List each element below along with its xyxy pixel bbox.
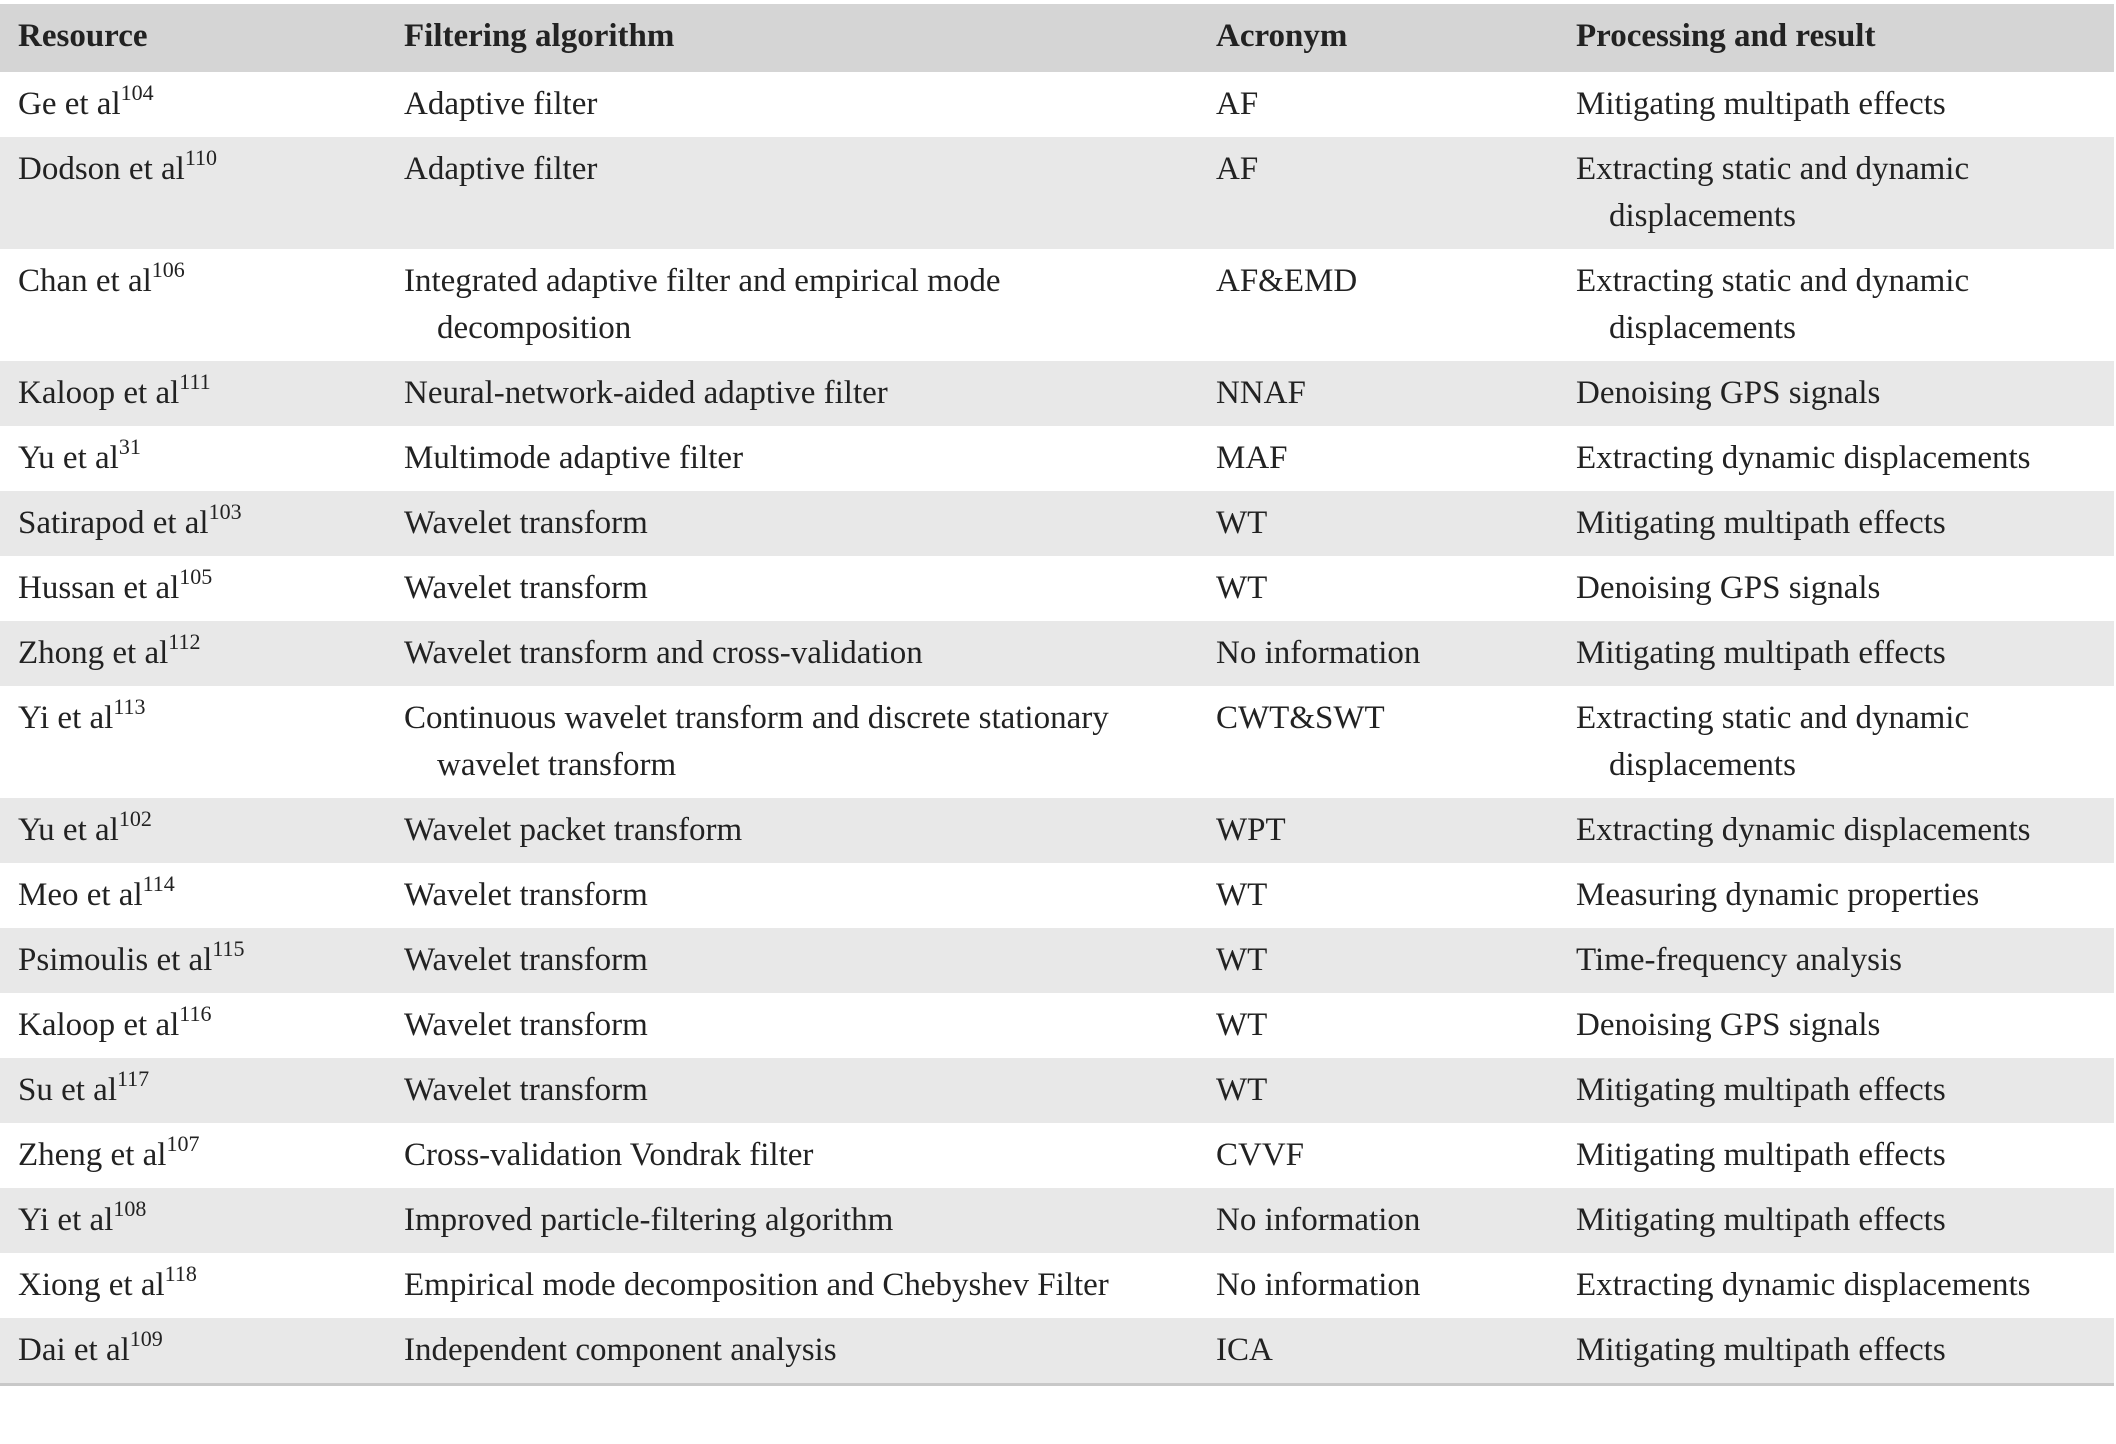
cell-algorithm bbox=[404, 1318, 1216, 1385]
cell-resource bbox=[0, 137, 404, 249]
cell-resource bbox=[0, 686, 404, 798]
cell-algorithm bbox=[404, 1123, 1216, 1188]
header-processing-result: Processing and result bbox=[1576, 4, 2114, 72]
algorithm-text: Cross-validation Vondrak filter bbox=[404, 1137, 814, 1173]
author: Meo et al bbox=[18, 877, 143, 913]
cell-acronym: WPT bbox=[1216, 798, 1576, 863]
cell-resource bbox=[0, 1318, 404, 1385]
reference-number: 31 bbox=[118, 434, 141, 459]
cell-acronym: CWT&SWT bbox=[1216, 686, 1576, 798]
result-text: Extracting dynamic displacements bbox=[1576, 440, 2031, 476]
cell-resource bbox=[0, 1058, 404, 1123]
cell-algorithm bbox=[404, 491, 1216, 556]
result-text: Denoising GPS signals bbox=[1576, 570, 1881, 606]
cell-result bbox=[1576, 798, 2114, 863]
cell-algorithm bbox=[404, 928, 1216, 993]
cell-algorithm bbox=[404, 426, 1216, 491]
author: Yu et al bbox=[18, 812, 119, 848]
author: Ge et al bbox=[18, 86, 121, 122]
reference-number: 111 bbox=[179, 369, 211, 394]
result-text: Denoising GPS signals bbox=[1576, 1007, 1881, 1043]
algorithm-text: Wavelet transform and cross-validation bbox=[404, 635, 923, 671]
cell-result bbox=[1576, 863, 2114, 928]
result-text: Extracting static and dynamic displacements bbox=[1576, 263, 1970, 346]
cell-algorithm bbox=[404, 686, 1216, 798]
cell-resource bbox=[0, 1188, 404, 1253]
algorithm-text: Adaptive filter bbox=[404, 86, 598, 122]
reference-number: 107 bbox=[166, 1131, 200, 1156]
author: Psimoulis et al bbox=[18, 942, 213, 978]
result-text: Extracting static and dynamic displacements bbox=[1576, 151, 1970, 234]
cell-resource bbox=[0, 621, 404, 686]
cell-resource bbox=[0, 1253, 404, 1318]
reference-number: 104 bbox=[120, 80, 154, 105]
result-text: Mitigating multipath effects bbox=[1576, 505, 1946, 541]
reference-number: 110 bbox=[184, 145, 217, 170]
reference-number: 112 bbox=[168, 629, 201, 654]
cell-resource bbox=[0, 72, 404, 137]
cell-algorithm bbox=[404, 863, 1216, 928]
cell-algorithm bbox=[404, 361, 1216, 426]
reference-number: 114 bbox=[142, 871, 175, 896]
cell-algorithm bbox=[404, 249, 1216, 361]
table-row bbox=[0, 863, 2114, 928]
author: Zhong et al bbox=[18, 635, 169, 671]
header-resource: Resource bbox=[0, 4, 404, 72]
cell-resource bbox=[0, 1123, 404, 1188]
cell-algorithm bbox=[404, 1188, 1216, 1253]
table-header-row bbox=[0, 4, 2114, 72]
cell-resource bbox=[0, 249, 404, 361]
result-text: Mitigating multipath effects bbox=[1576, 86, 1946, 122]
algorithm-text: Wavelet transform bbox=[404, 942, 648, 978]
cell-acronym: No information bbox=[1216, 1188, 1576, 1253]
table-row bbox=[0, 491, 2114, 556]
header-filtering-algorithm: Filtering algorithm bbox=[404, 4, 1216, 72]
cell-result bbox=[1576, 249, 2114, 361]
author: Dodson et al bbox=[18, 151, 185, 187]
cell-result bbox=[1576, 686, 2114, 798]
cell-result bbox=[1576, 72, 2114, 137]
cell-result bbox=[1576, 621, 2114, 686]
cell-result bbox=[1576, 993, 2114, 1058]
reference-number: 102 bbox=[118, 806, 152, 831]
cell-algorithm bbox=[404, 798, 1216, 863]
cell-resource bbox=[0, 491, 404, 556]
cell-acronym: WT bbox=[1216, 928, 1576, 993]
result-text: Mitigating multipath effects bbox=[1576, 1137, 1946, 1173]
table-row bbox=[0, 1318, 2114, 1385]
cell-result bbox=[1576, 1123, 2114, 1188]
reference-number: 108 bbox=[113, 1196, 147, 1221]
table-row bbox=[0, 798, 2114, 863]
cell-result bbox=[1576, 426, 2114, 491]
algorithm-text: Empirical mode decomposition and Chebyshev Filter bbox=[404, 1267, 1109, 1303]
result-text: Time-frequency analysis bbox=[1576, 942, 1902, 978]
cell-resource bbox=[0, 928, 404, 993]
cell-algorithm bbox=[404, 1253, 1216, 1318]
cell-algorithm bbox=[404, 993, 1216, 1058]
algorithm-text: Wavelet transform bbox=[404, 505, 648, 541]
reference-number: 115 bbox=[212, 936, 245, 961]
author: Yu et al bbox=[18, 440, 119, 476]
cell-algorithm bbox=[404, 621, 1216, 686]
cell-acronym: WT bbox=[1216, 1058, 1576, 1123]
cell-result bbox=[1576, 137, 2114, 249]
author: Kaloop et al bbox=[18, 375, 180, 411]
table-row bbox=[0, 1253, 2114, 1318]
algorithm-text: Integrated adaptive filter and empirical mode decomposition bbox=[404, 263, 1001, 346]
author: Satirapod et al bbox=[18, 505, 209, 541]
cell-resource bbox=[0, 993, 404, 1058]
table-row bbox=[0, 686, 2114, 798]
cell-acronym: ICA bbox=[1216, 1318, 1576, 1385]
algorithm-text: Improved particle-filtering algorithm bbox=[404, 1202, 894, 1238]
cell-acronym: WT bbox=[1216, 863, 1576, 928]
cell-resource bbox=[0, 798, 404, 863]
cell-acronym: MAF bbox=[1216, 426, 1576, 491]
algorithm-text: Adaptive filter bbox=[404, 151, 598, 187]
result-text: Measuring dynamic properties bbox=[1576, 877, 1980, 913]
cell-algorithm bbox=[404, 72, 1216, 137]
author: Xiong et al bbox=[18, 1267, 165, 1303]
author: Chan et al bbox=[18, 263, 152, 299]
result-text: Extracting static and dynamic displacements bbox=[1576, 700, 1970, 783]
cell-result bbox=[1576, 1188, 2114, 1253]
table-row bbox=[0, 556, 2114, 621]
reference-number: 117 bbox=[116, 1066, 150, 1091]
result-text: Mitigating multipath effects bbox=[1576, 1332, 1946, 1368]
author: Yi et al bbox=[18, 1202, 114, 1238]
header-acronym: Acronym bbox=[1216, 4, 1576, 72]
author: Kaloop et al bbox=[18, 1007, 180, 1043]
reference-number: 118 bbox=[164, 1261, 197, 1286]
algorithm-text: Wavelet packet transform bbox=[404, 812, 743, 848]
cell-acronym: WT bbox=[1216, 556, 1576, 621]
reference-number: 106 bbox=[151, 257, 185, 282]
table-row bbox=[0, 1123, 2114, 1188]
cell-acronym: AF&EMD bbox=[1216, 249, 1576, 361]
result-text: Extracting dynamic displacements bbox=[1576, 812, 2031, 848]
cell-acronym: CVVF bbox=[1216, 1123, 1576, 1188]
algorithm-text: Independent component analysis bbox=[404, 1332, 837, 1368]
filtering-algorithms-table bbox=[0, 4, 2114, 1386]
algorithm-text: Wavelet transform bbox=[404, 1007, 648, 1043]
cell-result bbox=[1576, 556, 2114, 621]
reference-number: 105 bbox=[179, 564, 213, 589]
cell-acronym: WT bbox=[1216, 993, 1576, 1058]
table-row bbox=[0, 137, 2114, 249]
cell-algorithm bbox=[404, 137, 1216, 249]
reference-number: 116 bbox=[179, 1001, 212, 1026]
cell-acronym: AF bbox=[1216, 137, 1576, 249]
author: Hussan et al bbox=[18, 570, 180, 606]
author: Su et al bbox=[18, 1072, 117, 1108]
cell-acronym: WT bbox=[1216, 491, 1576, 556]
table-row bbox=[0, 361, 2114, 426]
result-text: Mitigating multipath effects bbox=[1576, 635, 1946, 671]
cell-result bbox=[1576, 1058, 2114, 1123]
algorithm-text: Wavelet transform bbox=[404, 1072, 648, 1108]
cell-result bbox=[1576, 361, 2114, 426]
algorithm-text: Wavelet transform bbox=[404, 877, 648, 913]
cell-result bbox=[1576, 1318, 2114, 1385]
cell-resource bbox=[0, 426, 404, 491]
cell-resource bbox=[0, 556, 404, 621]
table-row bbox=[0, 993, 2114, 1058]
table-row bbox=[0, 1058, 2114, 1123]
result-text: Mitigating multipath effects bbox=[1576, 1202, 1946, 1238]
reference-number: 113 bbox=[113, 694, 146, 719]
cell-result bbox=[1576, 928, 2114, 993]
reference-number: 109 bbox=[129, 1326, 163, 1351]
cell-acronym: NNAF bbox=[1216, 361, 1576, 426]
reference-number: 103 bbox=[208, 499, 242, 524]
cell-acronym: No information bbox=[1216, 621, 1576, 686]
table-row bbox=[0, 249, 2114, 361]
table-row bbox=[0, 72, 2114, 137]
algorithm-text: Multimode adaptive filter bbox=[404, 440, 744, 476]
author: Dai et al bbox=[18, 1332, 130, 1368]
result-text: Mitigating multipath effects bbox=[1576, 1072, 1946, 1108]
table-row bbox=[0, 621, 2114, 686]
cell-algorithm bbox=[404, 556, 1216, 621]
table-row bbox=[0, 426, 2114, 491]
cell-resource bbox=[0, 863, 404, 928]
table-row bbox=[0, 1188, 2114, 1253]
result-text: Extracting dynamic displacements bbox=[1576, 1267, 2031, 1303]
algorithm-text: Continuous wavelet transform and discrete stationary wavelet transform bbox=[404, 700, 1109, 783]
cell-acronym: AF bbox=[1216, 72, 1576, 137]
cell-acronym: No information bbox=[1216, 1253, 1576, 1318]
result-text: Denoising GPS signals bbox=[1576, 375, 1881, 411]
algorithm-text: Wavelet transform bbox=[404, 570, 648, 606]
cell-algorithm bbox=[404, 1058, 1216, 1123]
author: Zheng et al bbox=[18, 1137, 167, 1173]
algorithm-text: Neural-network-aided adaptive filter bbox=[404, 375, 888, 411]
table-row bbox=[0, 928, 2114, 993]
cell-result bbox=[1576, 1253, 2114, 1318]
cell-result bbox=[1576, 491, 2114, 556]
author: Yi et al bbox=[18, 700, 114, 736]
cell-resource bbox=[0, 361, 404, 426]
